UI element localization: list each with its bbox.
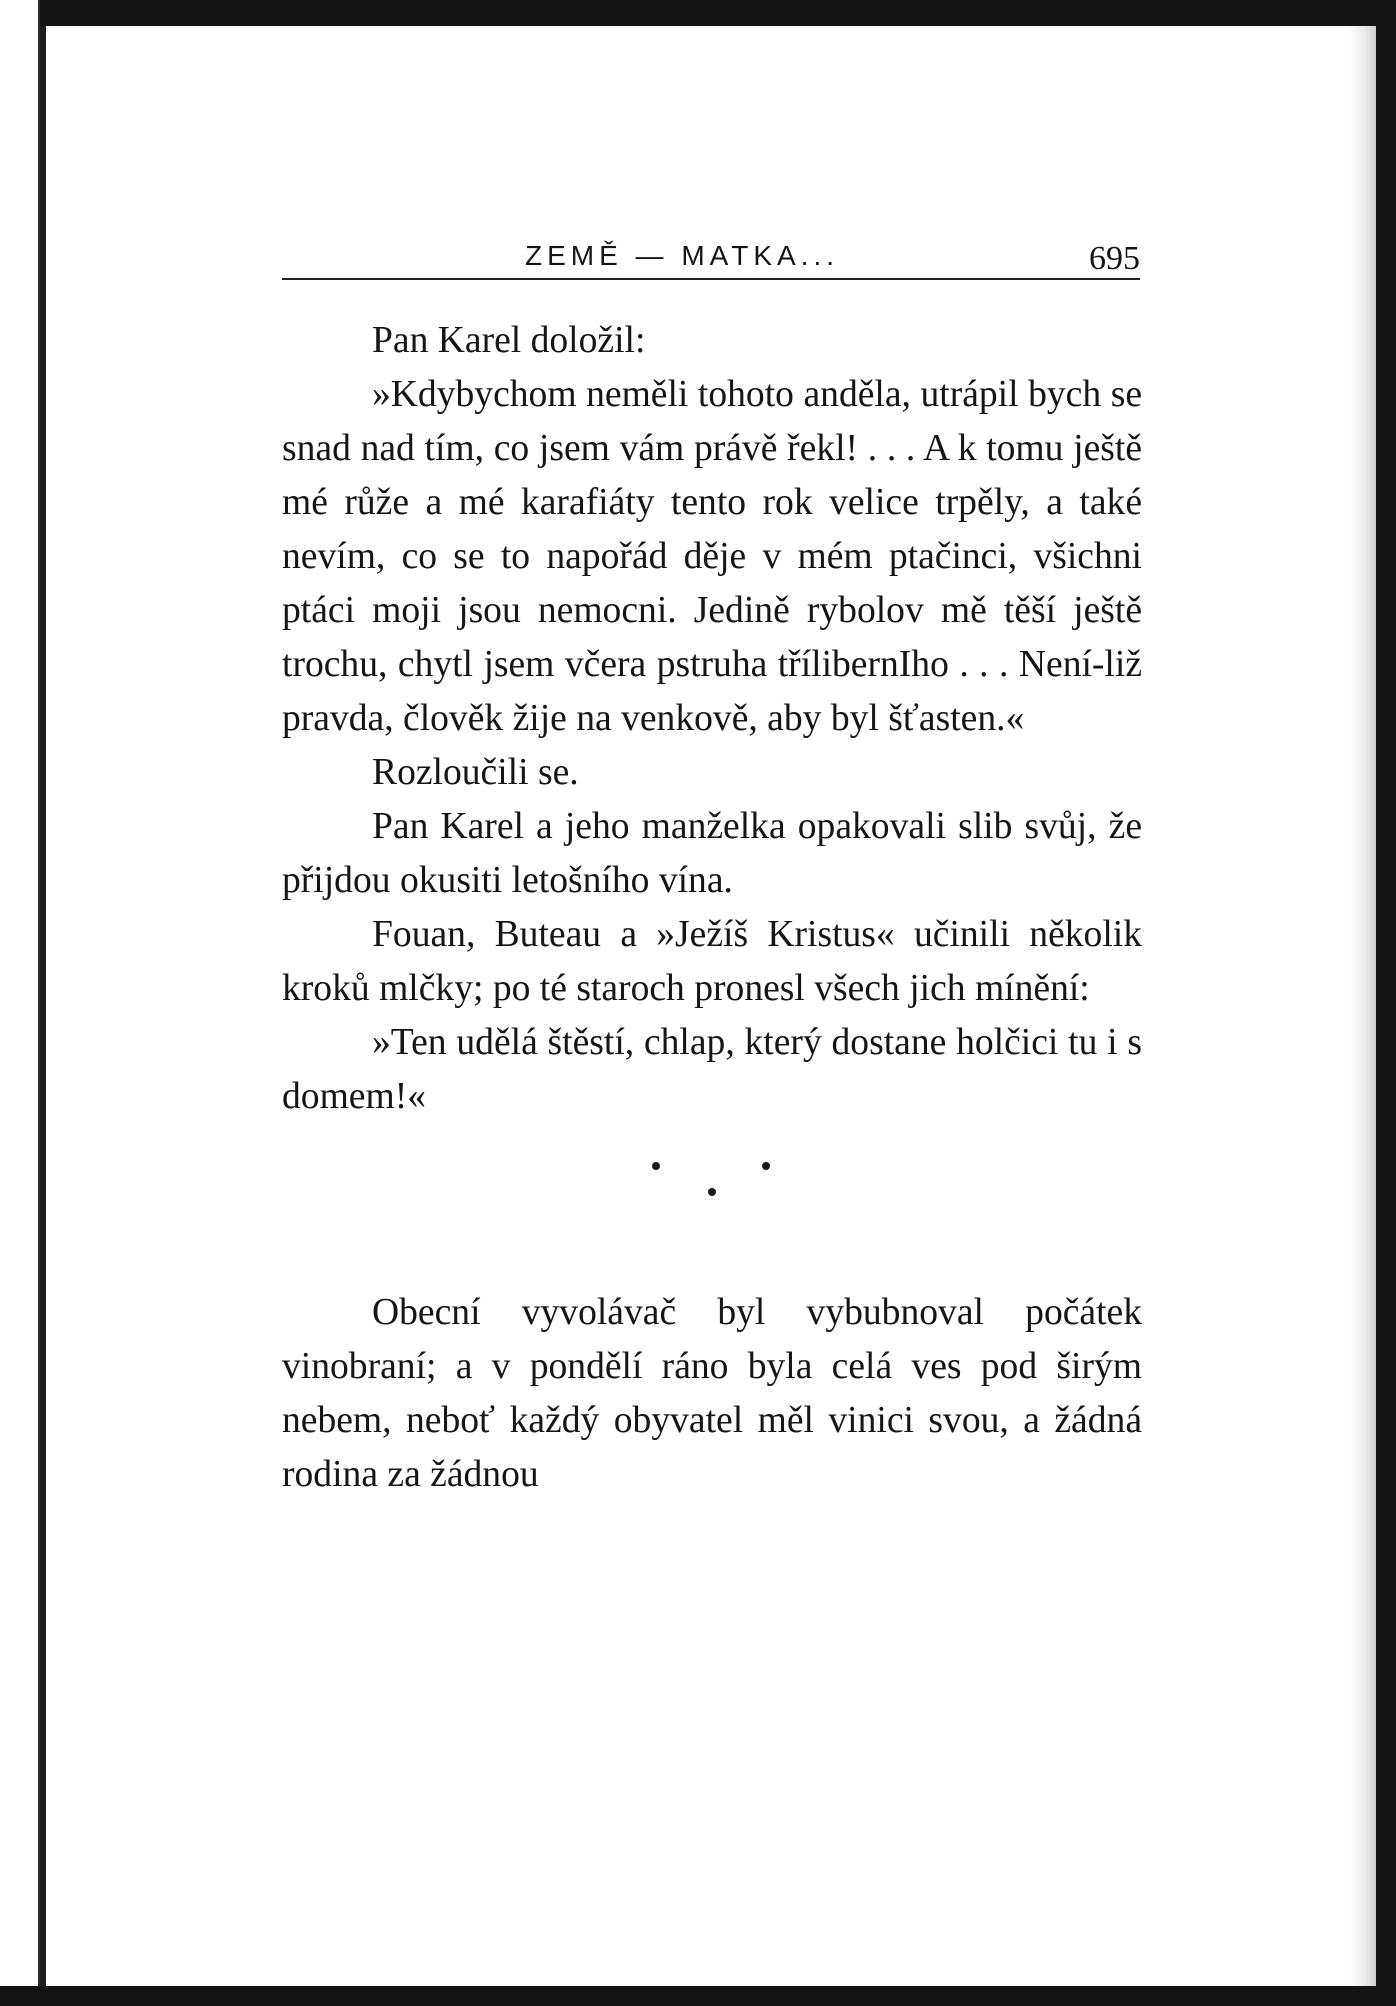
paragraph: »Kdybychom neměli tohoto anděla, utrápil bych se snad nad tím, co jsem vám právě řekl! . . . A k tomu ještě mé růže a mé karafiáty tento rok velice trpěly, a také nevím, co se to napořád děje v mém ptačinci, všichni ptáci moji jsou nemocni. Jedině rybolov mě těší ještě trochu, chytl jsem včera pstruha třílibernIho . . . Není-liž pravda, člověk žije na venkově, aby byl šťasten.« [282,374,1142,739]
asterism-dot [762,1162,770,1170]
asterism-dot [708,1188,716,1196]
running-title: ZEMĚ — MATKA... [525,240,840,271]
running-header [282,230,1140,280]
paragraph: Pan Karel doložil: [372,320,646,361]
paragraph: Pan Karel a jeho manželka opakovali slib svůj, že přijdou okusiti letošního vína. [282,806,1142,901]
scanner-edge-right [1376,0,1396,2006]
scanner-edge-bottom [0,1986,1396,2006]
paragraph: Rozloučili se. [372,752,579,793]
section-break-asterism [282,1124,1142,1286]
paragraph: »Ten udělá štěstí, chlap, který dostane holčici tu i s domem!« [282,1022,1142,1117]
book-page [282,230,1142,1502]
body-text [282,314,1142,1502]
asterism-dot [652,1162,660,1170]
page-edge-shadow [1350,26,1376,1986]
paragraph: Obecní vyvolávač byl vybubnoval počátek vinobraní; a v pondělí ráno byla celá ves pod širým nebem, neboť každý obyvatel měl vinici svou, a žádná rodina za žádnou [282,1292,1142,1495]
scanner-edge-left [0,0,40,2006]
book-spine-shadow [40,26,50,1986]
scanner-edge-top [0,0,1396,26]
page-number: 695 [1089,240,1140,277]
paragraph: Fouan, Buteau a »Ježíš Kristus« učinili několik kroků mlčky; po té staroch pronesl všech jich mínění: [282,914,1142,1009]
